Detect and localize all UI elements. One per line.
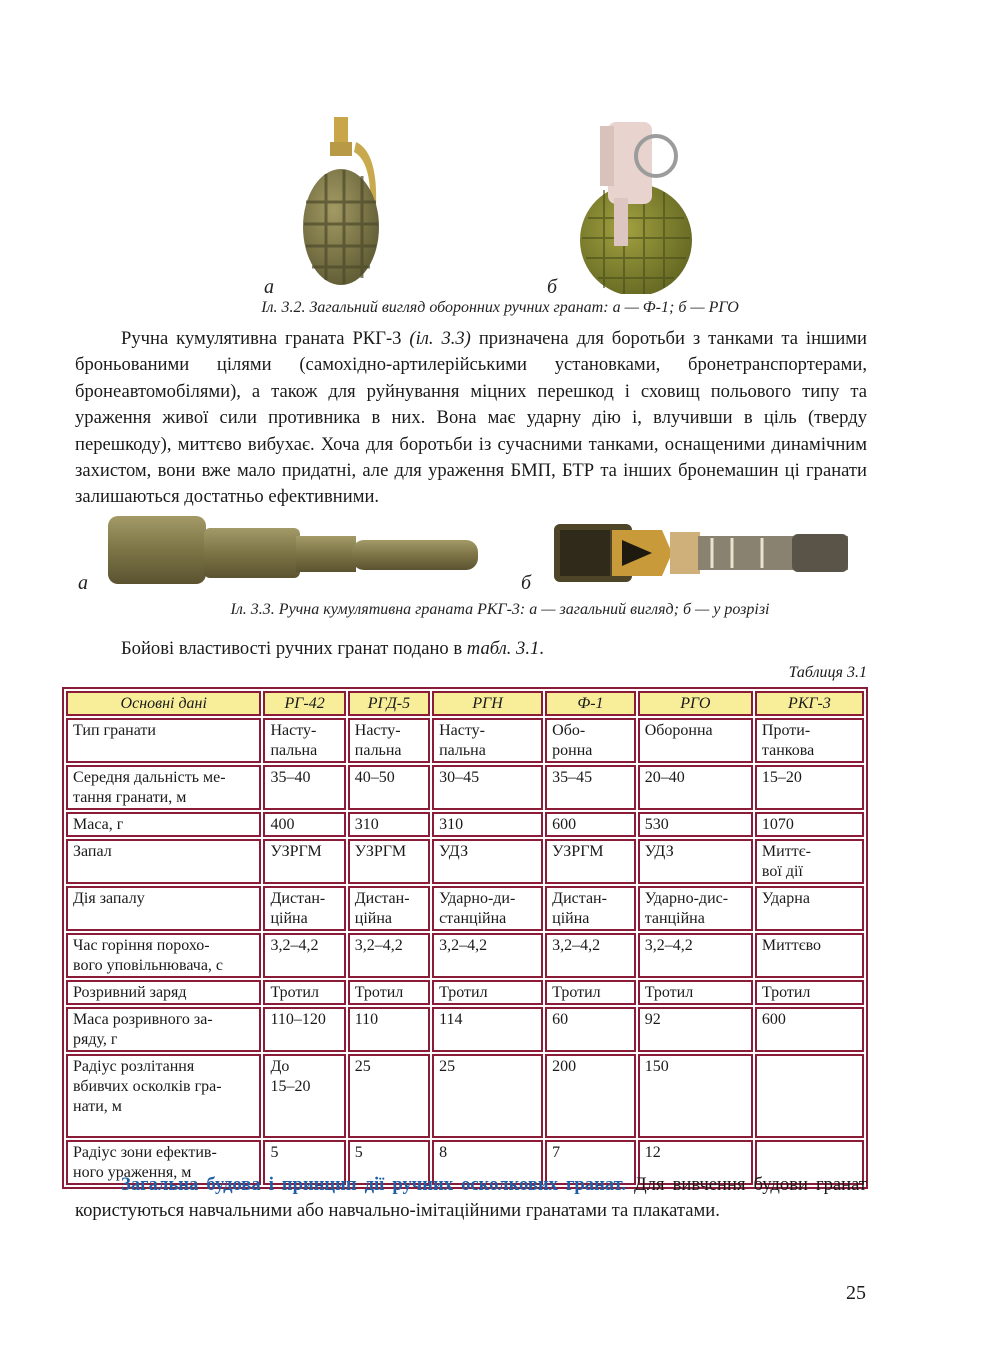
table-cell: 110–120 <box>263 1007 345 1052</box>
table-row <box>66 980 864 1005</box>
table-cell: 600 <box>755 1007 864 1052</box>
table-label: Таблиця 3.1 <box>788 664 867 681</box>
table-cell: Насту- пальна <box>263 718 345 763</box>
table-cell: Ударно-дис- танційна <box>638 886 753 931</box>
table-reference: табл. 3.1 <box>466 638 540 659</box>
table-cell: Тротил <box>638 980 753 1005</box>
table-cell: 40–50 <box>348 765 430 810</box>
table-cell: 12 <box>638 1140 753 1185</box>
table-cell: 25 <box>432 1054 543 1138</box>
table-row-label: Радіус зони ефектив- ного ураження, м <box>66 1140 261 1185</box>
table-cell: 35–45 <box>545 765 636 810</box>
table-row <box>66 718 864 763</box>
table-row <box>66 812 864 837</box>
figure-3-3-reference: (іл. 3.3) <box>409 328 471 349</box>
table-cell: УЗРГМ <box>348 839 430 884</box>
table-cell: 30–45 <box>432 765 543 810</box>
table-cell: 3,2–4,2 <box>432 933 543 978</box>
table-row-label: Тип гранати <box>66 718 261 763</box>
table-cell: 3,2–4,2 <box>638 933 753 978</box>
table-cell: 8 <box>432 1140 543 1185</box>
table-cell: Тротил <box>432 980 543 1005</box>
paragraph-table-intro-end: . <box>539 638 544 659</box>
table-cell: 3,2–4,2 <box>545 933 636 978</box>
table-cell: Тротил <box>755 980 864 1005</box>
table-cell: Дистан- ційна <box>545 886 636 931</box>
table-cell: 110 <box>348 1007 430 1052</box>
table-cell: 530 <box>638 812 753 837</box>
table-header-cell: Основні дані <box>66 691 261 716</box>
table-cell: Тротил <box>348 980 430 1005</box>
table-cell: 400 <box>263 812 345 837</box>
table-cell: Миттєво <box>755 933 864 978</box>
table-cell: Ударно-ди- станційна <box>432 886 543 931</box>
table-row-label: Маса розривного за- ряду, г <box>66 1007 261 1052</box>
table-header-cell: Ф-1 <box>545 691 636 716</box>
rkg3-cross-section-image <box>552 520 860 586</box>
table-cell: УДЗ <box>638 839 753 884</box>
table-cell: Дистан- ційна <box>348 886 430 931</box>
figure-3-2-label-a: а <box>264 276 274 298</box>
paragraph-rkg3 <box>75 326 867 511</box>
table-row-label: Середня дальність ме- тання гранати, м <box>66 765 261 810</box>
figure-3-3-label-b: б <box>521 572 532 594</box>
paragraph-table-intro-text: Бойові властивості ручних гранат подано в <box>121 638 467 659</box>
table-cell: 310 <box>348 812 430 837</box>
table-cell: УЗРГМ <box>545 839 636 884</box>
figure-3-2-caption: Іл. 3.2. Загальний вигляд оборонних ручних гранат: а — Ф-1; б — РГО <box>261 299 739 316</box>
table-header-cell: РГД-5 <box>348 691 430 716</box>
paragraph-structure-text: Для вивчення будови гранат користуються навчальними або навчально-імітаційними гранатами та плакатами. <box>75 1174 868 1222</box>
table-cell: Проти- танкова <box>755 718 864 763</box>
table-cell: 7 <box>545 1140 636 1185</box>
table-cell: Тротил <box>545 980 636 1005</box>
table-cell: Насту- пальна <box>432 718 543 763</box>
paragraph-table-intro <box>75 636 867 662</box>
table-row <box>66 1054 864 1138</box>
table-cell: 5 <box>348 1140 430 1185</box>
table-cell: 114 <box>432 1007 543 1052</box>
f1-grenade-image <box>296 112 396 292</box>
figure-3-2-label-b: б <box>547 276 558 298</box>
paragraph-rkg3-text-rest: призначена для боротьби з танками та іншими броньованими цілями (самохідно-артилерійськими установками, бронетранспортерами, бронеавтомобілями), а також для руйнування міцних перешкод і сховищ польового типу та ураження живої сили противника в них. Вона має ударну дію і, влучивши в ціль (тверду перешкоду), миттєво вибухає. Хоча для боротьби із сучасними танками, оснащеними динамічним захистом, вони вже мало придатні, але для ураження БМП, БТР та інших бронемашин ці гранати залишаються достатньо ефективними. <box>75 328 868 508</box>
figure-3-3-caption: Іл. 3.3. Ручна кумулятивна граната РКГ-3: а — загальний вигляд; б — у розрізі <box>230 601 770 618</box>
table-cell: 310 <box>432 812 543 837</box>
table-cell: 20–40 <box>638 765 753 810</box>
table-cell: Оборонна <box>638 718 753 763</box>
table-cell: Дистан- ційна <box>263 886 345 931</box>
table-row <box>66 839 864 884</box>
table-row-label: Радіус розлітання вбивчих осколків гра- нати, м <box>66 1054 261 1138</box>
table-row-label: Маса, г <box>66 812 261 837</box>
table-cell: 3,2–4,2 <box>263 933 345 978</box>
table-cell: 92 <box>638 1007 753 1052</box>
table-header-cell: РГО <box>638 691 753 716</box>
figure-3-3-label-a: а <box>78 572 88 594</box>
table-row-label: Дія запалу <box>66 886 261 931</box>
table-row-label: Час горіння порохо- вого уповільнювача, с <box>66 933 261 978</box>
table-cell: 35–40 <box>263 765 345 810</box>
table-row <box>66 933 864 978</box>
table-cell: 1070 <box>755 812 864 837</box>
table-header-row <box>66 691 864 716</box>
rgo-grenade-image <box>574 108 704 294</box>
table-cell: 25 <box>348 1054 430 1138</box>
table-cell: Тротил <box>263 980 345 1005</box>
table-cell: 5 <box>263 1140 345 1185</box>
table-header-cell: РГН <box>432 691 543 716</box>
table-cell: До 15–20 <box>263 1054 345 1138</box>
table-cell: 150 <box>638 1054 753 1138</box>
table-header-cell: РГ-42 <box>263 691 345 716</box>
table-cell: 200 <box>545 1054 636 1138</box>
table-cell: Насту- пальна <box>348 718 430 763</box>
rkg3-general-view-image <box>106 514 486 586</box>
paragraph-rkg3-text-start: Ручна кумулятивна граната РКГ-3 <box>121 328 410 349</box>
table-row <box>66 1007 864 1052</box>
table-cell: Ударна <box>755 886 864 931</box>
table-cell: 3,2–4,2 <box>348 933 430 978</box>
table-cell: 600 <box>545 812 636 837</box>
table-row-label: Розривний заряд <box>66 980 261 1005</box>
table-body <box>66 718 864 1185</box>
table-cell: УЗРГМ <box>263 839 345 884</box>
table-cell: Миттє- вої дії <box>755 839 864 884</box>
table-row <box>66 886 864 931</box>
table-cell: 15–20 <box>755 765 864 810</box>
table-cell <box>755 1054 864 1138</box>
table-row <box>66 765 864 810</box>
section-subheading: Загальна будова і принцип дії ручних осколкових гранат. <box>121 1174 626 1195</box>
table-cell: УДЗ <box>432 839 543 884</box>
table-cell: Обо- ронна <box>545 718 636 763</box>
table-header-cell: РКГ-3 <box>755 691 864 716</box>
page-number: 25 <box>846 1282 866 1304</box>
paragraph-structure <box>75 1172 867 1225</box>
grenade-properties-table <box>62 687 868 1189</box>
table-cell: 60 <box>545 1007 636 1052</box>
table-row-label: Запал <box>66 839 261 884</box>
